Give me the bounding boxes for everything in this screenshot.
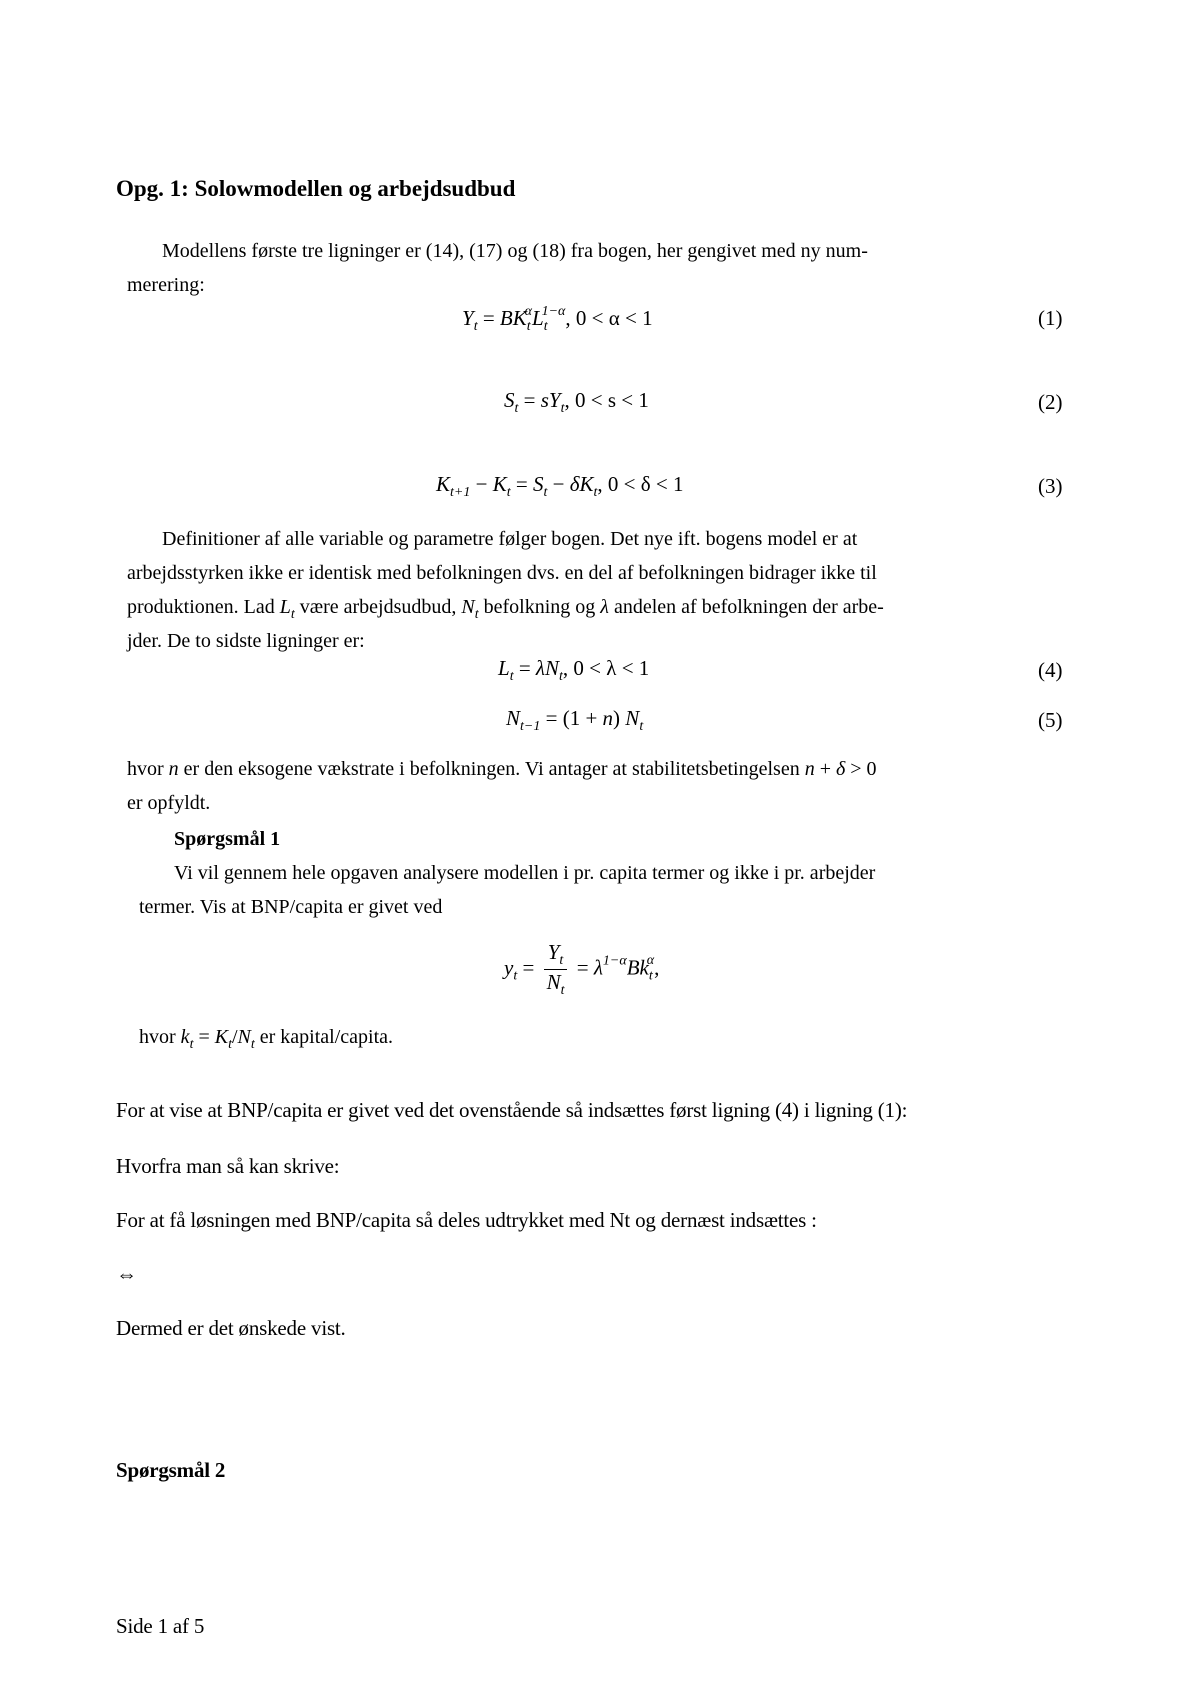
question-1-title: Spørgsmål 1 bbox=[174, 828, 281, 850]
definitions-line-3-a: produktionen. Lad bbox=[127, 596, 275, 618]
definitions-line-3-b: være arbejdsudbud, bbox=[299, 596, 457, 618]
definitions-line-3-c: befolkning og bbox=[483, 596, 596, 618]
answer-line-1: For at vise at BNP/capita er givet ved det ovenstående så indsættes først ligning (4) i ligning (1): bbox=[116, 1098, 908, 1122]
equation-1-condition: 0 < α < 1 bbox=[575, 306, 653, 330]
answer-line-4: Dermed er det ønskede vist. bbox=[116, 1316, 346, 1340]
equation-4-label: (4) bbox=[1038, 658, 1063, 682]
equation-2-condition: 0 < s < 1 bbox=[574, 388, 649, 412]
bnp-capita-formula: $y_t$ = $\frac{Y_t}{N_t}$ = $\lambda^{1-\alpha}Bk_t^\alpha$, bbox=[504, 940, 660, 998]
question-2-title: Spørgsmål 2 bbox=[116, 1458, 226, 1482]
answer-line-2: Hvorfra man så kan skrive: bbox=[116, 1154, 340, 1178]
equation-4: $L_t = \lambda N_t$, 0 < λ < 1 bbox=[498, 656, 650, 684]
equation-1-label: (1) bbox=[1038, 306, 1063, 330]
definitions-line-4: jder. De to sidste ligninger er: bbox=[127, 630, 365, 652]
definitions-line-2: arbejdsstyrken ikke er identisk med befolkningen dvs. en del af befolkningen bidrager ikke til bbox=[127, 562, 877, 584]
equation-1: $Y_t = BK_t^\alpha L_t^{1-\alpha}$, 0 < α < 1 bbox=[462, 304, 653, 334]
answer-line-3: For at få løsningen med BNP/capita så deles udtrykket med Nt og dernæst indsættes : bbox=[116, 1208, 817, 1232]
after-equations-line-1: hvor n er den eksogene vækstrate i befolkningen. Vi antager at stabilitetsbetingelsen n + δ > 0 bbox=[127, 758, 877, 780]
after-line-1-a: hvor bbox=[127, 758, 164, 780]
question-1-line-2: termer. Vis at BNP/capita er givet ved bbox=[139, 896, 443, 918]
after-equations-line-2: er opfyldt. bbox=[127, 792, 211, 814]
section-heading: Opg. 1: Solowmodellen og arbejdsudbud bbox=[116, 176, 516, 201]
definitions-line-3-d: andelen af befolkningen der arbe- bbox=[613, 596, 884, 618]
formula-fraction: $\frac{Y_t}{N_t}$ bbox=[544, 940, 568, 999]
equation-5: $N_{t-1} = (1 + n)$ $N_t$ bbox=[506, 706, 644, 734]
equivalence-symbol: ⇔ bbox=[116, 1262, 137, 1286]
question-1-after: hvor $k_t = K_t/N_t$ er kapital/capita. bbox=[139, 1026, 394, 1052]
equation-3-condition: 0 < δ < 1 bbox=[607, 472, 684, 496]
question-1-after-a: hvor bbox=[139, 1026, 176, 1048]
definitions-line-3: produktionen. Lad $L_t$ være arbejdsudbud, $N_t$ befolkning og λ andelen af befolkningen der arbe- bbox=[127, 596, 884, 622]
question-1-after-b: er kapital/capita. bbox=[259, 1026, 394, 1048]
equation-2: $S_t = sY_t$, 0 < s < 1 bbox=[504, 388, 649, 416]
definitions-line-1: Definitioner af alle variable og parametre følger bogen. Det nye ift. bogens model er at bbox=[162, 528, 858, 550]
page-footer: Side 1 af 5 bbox=[116, 1614, 205, 1638]
equation-3: $K_{t+1} - K_t = S_t - \delta K_t$, 0 < δ < 1 bbox=[436, 472, 684, 500]
intro-line-1: Modellens første tre ligninger er (14), (17) og (18) fra bogen, her gengivet med ny num- bbox=[162, 240, 868, 262]
equation-2-label: (2) bbox=[1038, 390, 1063, 414]
after-line-1-b: er den eksogene vækstrate i befolkningen. Vi antager at stabilitetsbetingelsen bbox=[183, 758, 800, 780]
equation-5-label: (5) bbox=[1038, 708, 1063, 732]
equation-4-condition: 0 < λ < 1 bbox=[573, 656, 650, 680]
equation-3-label: (3) bbox=[1038, 474, 1063, 498]
question-1-line-1: Vi vil gennem hele opgaven analysere modellen i pr. capita termer og ikke i pr. arbejder bbox=[174, 862, 876, 884]
intro-line-2: merering: bbox=[127, 274, 205, 296]
